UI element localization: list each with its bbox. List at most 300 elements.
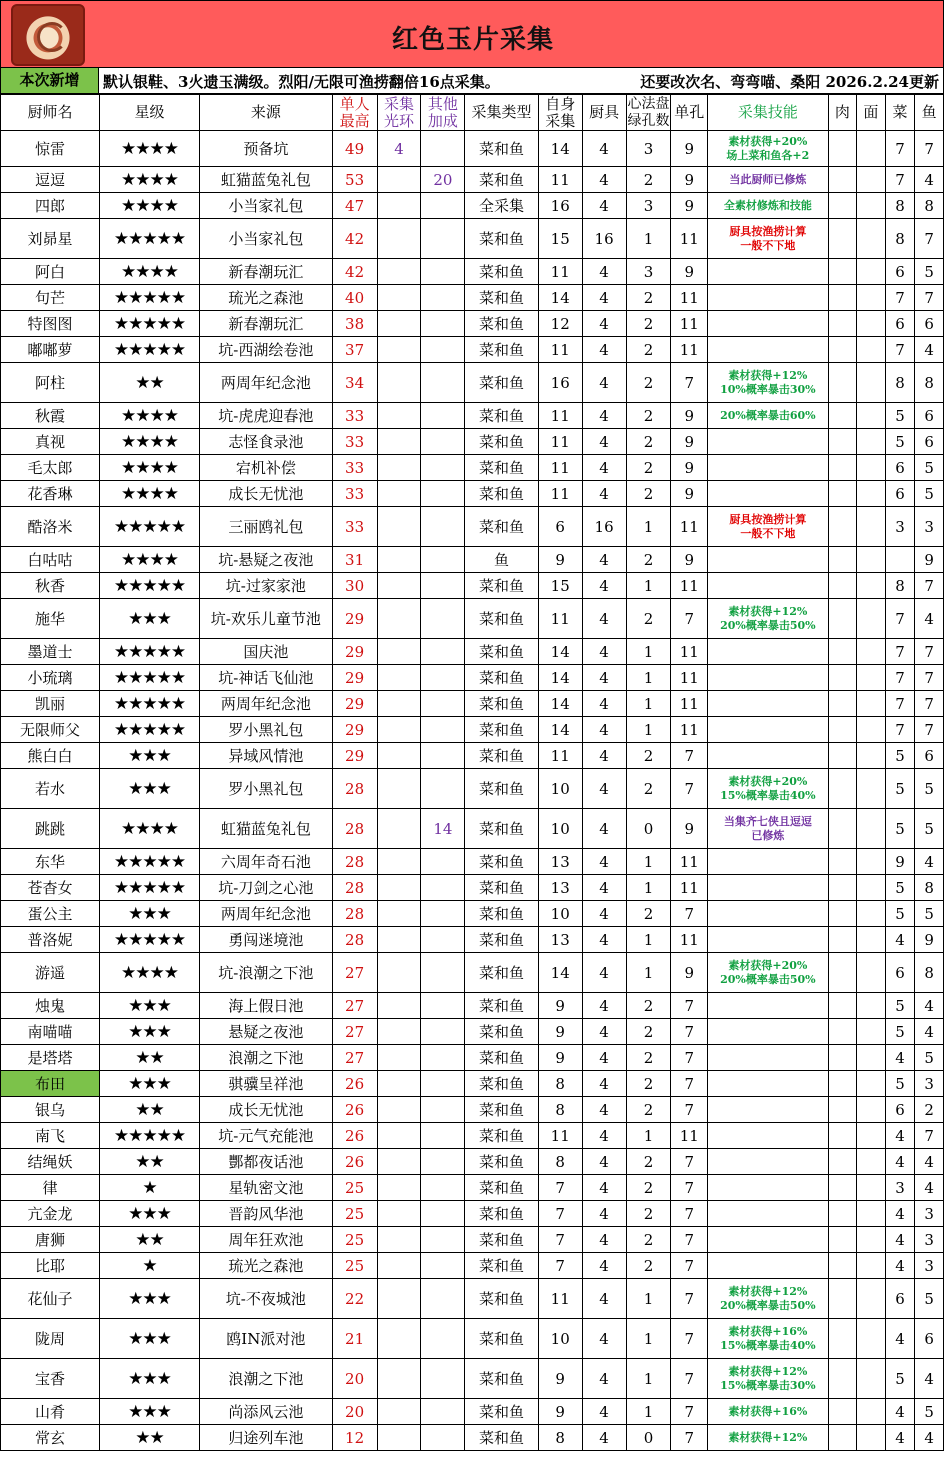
cell-stars: ★★★★★ [99, 573, 199, 599]
cell-fish: 3 [915, 1253, 944, 1279]
cell-single: 7 [671, 599, 708, 639]
cell-skill [708, 691, 828, 717]
cell-skill: 素材获得+12% 20%概率暴击50% [708, 1279, 828, 1319]
cell-aura [377, 1149, 421, 1175]
cell-aura [377, 1201, 421, 1227]
cell-meat [828, 573, 857, 599]
cell-tool: 4 [582, 1319, 626, 1359]
cell-veg: 5 [885, 769, 915, 809]
cell-single: 11 [671, 285, 708, 311]
cell-name: 花香琳 [1, 481, 100, 507]
cell-self: 11 [538, 1279, 582, 1319]
cell-skill [708, 743, 828, 769]
cell-other [421, 259, 465, 285]
header-aura: 采集光环 [377, 95, 421, 131]
cell-type: 菜和鱼 [465, 665, 538, 691]
cell-other [421, 1201, 465, 1227]
cell-max: 29 [332, 599, 377, 639]
cell-noodle [857, 1019, 886, 1045]
cell-green: 2 [626, 743, 671, 769]
cell-self: 13 [538, 875, 582, 901]
cell-max: 29 [332, 639, 377, 665]
cell-type: 菜和鱼 [465, 599, 538, 639]
cell-single: 11 [671, 665, 708, 691]
cell-aura [377, 875, 421, 901]
default-note: 默认银鞋、3火遗玉满级。烈阳/无限可渔捞翻倍16点采集。 [103, 73, 500, 91]
cell-self: 11 [538, 167, 582, 193]
cell-other [421, 1227, 465, 1253]
cell-meat [828, 1279, 857, 1319]
cell-aura [377, 927, 421, 953]
table-row [1, 455, 944, 481]
cell-type: 菜和鱼 [465, 1201, 538, 1227]
cell-skill [708, 639, 828, 665]
cell-single: 11 [671, 849, 708, 875]
cell-tool: 4 [582, 363, 626, 403]
table-row [1, 1201, 944, 1227]
cell-type: 菜和鱼 [465, 337, 538, 363]
table-row [1, 1123, 944, 1149]
cell-aura [377, 769, 421, 809]
cell-aura [377, 403, 421, 429]
cell-source: 新春潮玩汇 [199, 311, 332, 337]
cell-veg: 7 [885, 131, 915, 167]
cell-skill [708, 1019, 828, 1045]
cell-skill [708, 901, 828, 927]
cell-noodle [857, 219, 886, 259]
cell-source: 六周年奇石池 [199, 849, 332, 875]
cell-noodle [857, 691, 886, 717]
cell-aura [377, 809, 421, 849]
cell-noodle [857, 547, 886, 573]
cell-source: 悬疑之夜池 [199, 1019, 332, 1045]
cell-name: 南喵喵 [1, 1019, 100, 1045]
cell-meat [828, 1319, 857, 1359]
cell-green: 1 [626, 1399, 671, 1425]
cell-single: 9 [671, 809, 708, 849]
table-row [1, 1149, 944, 1175]
header-stars: 星级 [99, 95, 199, 131]
cell-other [421, 1399, 465, 1425]
cell-green: 2 [626, 429, 671, 455]
cell-tool: 4 [582, 167, 626, 193]
cell-noodle [857, 1227, 886, 1253]
cell-single: 7 [671, 1279, 708, 1319]
cell-max: 37 [332, 337, 377, 363]
header-source: 来源 [199, 95, 332, 131]
cell-max: 26 [332, 1071, 377, 1097]
cell-single: 11 [671, 337, 708, 363]
cell-tool: 4 [582, 1253, 626, 1279]
cell-stars: ★★★★ [99, 259, 199, 285]
cell-green: 2 [626, 1253, 671, 1279]
cell-max: 25 [332, 1175, 377, 1201]
cell-max: 34 [332, 363, 377, 403]
cell-green: 2 [626, 403, 671, 429]
cell-source: 志怪食录池 [199, 429, 332, 455]
cell-max: 27 [332, 993, 377, 1019]
cell-fish: 7 [915, 717, 944, 743]
cell-meat [828, 665, 857, 691]
cell-max: 42 [332, 219, 377, 259]
cell-veg: 5 [885, 429, 915, 455]
cell-aura [377, 311, 421, 337]
cell-skill: 素材获得+12% 15%概率暴击30% [708, 1359, 828, 1399]
cell-source: 小当家礼包 [199, 193, 332, 219]
table-row [1, 1399, 944, 1425]
cell-green: 2 [626, 1019, 671, 1045]
chef-table [0, 94, 944, 1451]
cell-aura [377, 1279, 421, 1319]
cell-source: 酆都夜话池 [199, 1149, 332, 1175]
cell-fish: 4 [915, 993, 944, 1019]
cell-skill: 素材获得+12% [708, 1425, 828, 1451]
cell-green: 2 [626, 311, 671, 337]
cell-fish: 8 [915, 363, 944, 403]
cell-aura [377, 1227, 421, 1253]
cell-green: 2 [626, 769, 671, 809]
cell-max: 33 [332, 507, 377, 547]
cell-type: 菜和鱼 [465, 769, 538, 809]
cell-source: 异域风情池 [199, 743, 332, 769]
cell-source: 虹猫蓝兔礼包 [199, 809, 332, 849]
cell-type: 菜和鱼 [465, 717, 538, 743]
cell-other [421, 219, 465, 259]
cell-source: 周年狂欢池 [199, 1227, 332, 1253]
cell-veg: 6 [885, 311, 915, 337]
cell-aura [377, 993, 421, 1019]
cell-stars: ★★ [99, 1425, 199, 1451]
cell-veg: 4 [885, 1149, 915, 1175]
cell-skill: 素材获得+20% 20%概率暴击50% [708, 953, 828, 993]
table-row [1, 717, 944, 743]
cell-single: 11 [671, 573, 708, 599]
cell-aura [377, 953, 421, 993]
cell-tool: 4 [582, 665, 626, 691]
cell-self: 6 [538, 507, 582, 547]
cell-fish: 7 [915, 573, 944, 599]
cell-noodle [857, 639, 886, 665]
cell-noodle [857, 1253, 886, 1279]
cell-skill [708, 285, 828, 311]
cell-fish: 5 [915, 1045, 944, 1071]
table-row [1, 285, 944, 311]
cell-source: 预备坑 [199, 131, 332, 167]
cell-veg: 9 [885, 849, 915, 875]
cell-noodle [857, 599, 886, 639]
cell-tool: 4 [582, 311, 626, 337]
cell-veg: 5 [885, 1019, 915, 1045]
cell-self: 11 [538, 403, 582, 429]
cell-type: 菜和鱼 [465, 573, 538, 599]
cell-tool: 4 [582, 403, 626, 429]
cell-type: 菜和鱼 [465, 1149, 538, 1175]
cell-veg: 4 [885, 1045, 915, 1071]
cell-self: 13 [538, 849, 582, 875]
cell-type: 菜和鱼 [465, 259, 538, 285]
cell-veg: 8 [885, 573, 915, 599]
cell-veg: 7 [885, 717, 915, 743]
cell-stars: ★★★ [99, 769, 199, 809]
cell-fish: 6 [915, 743, 944, 769]
cell-aura [377, 1019, 421, 1045]
cell-max: 20 [332, 1399, 377, 1425]
cell-type: 菜和鱼 [465, 1045, 538, 1071]
cell-type: 菜和鱼 [465, 481, 538, 507]
cell-noodle [857, 1279, 886, 1319]
cell-veg: 4 [885, 1399, 915, 1425]
cell-stars: ★★★ [99, 1399, 199, 1425]
cell-self: 9 [538, 547, 582, 573]
cell-self: 11 [538, 337, 582, 363]
cell-aura [377, 639, 421, 665]
cell-other [421, 547, 465, 573]
cell-veg: 7 [885, 639, 915, 665]
cell-max: 33 [332, 481, 377, 507]
cell-source: 骐骥呈祥池 [199, 1071, 332, 1097]
table-row [1, 311, 944, 337]
cell-noodle [857, 573, 886, 599]
cell-name: 唐狮 [1, 1227, 100, 1253]
cell-source: 两周年纪念池 [199, 691, 332, 717]
cell-self: 8 [538, 1097, 582, 1123]
cell-source: 罗小黑礼包 [199, 717, 332, 743]
cell-tool: 4 [582, 717, 626, 743]
cell-type: 菜和鱼 [465, 1399, 538, 1425]
header-row [1, 95, 944, 131]
cell-fish: 3 [915, 507, 944, 547]
cell-stars: ★★★★★ [99, 849, 199, 875]
cell-meat [828, 363, 857, 403]
cell-tool: 4 [582, 1227, 626, 1253]
cell-single: 7 [671, 743, 708, 769]
cell-stars: ★★★★ [99, 953, 199, 993]
cell-meat [828, 927, 857, 953]
cell-skill [708, 573, 828, 599]
cell-single: 7 [671, 1045, 708, 1071]
cell-green: 1 [626, 507, 671, 547]
note-bar [0, 68, 944, 94]
cell-other [421, 953, 465, 993]
cell-noodle [857, 769, 886, 809]
cell-other [421, 285, 465, 311]
cell-fish: 4 [915, 1425, 944, 1451]
cell-veg: 5 [885, 743, 915, 769]
cell-single: 11 [671, 507, 708, 547]
cell-meat [828, 769, 857, 809]
cell-self: 11 [538, 259, 582, 285]
cell-noodle [857, 285, 886, 311]
cell-source: 尚添风云池 [199, 1399, 332, 1425]
cell-type: 菜和鱼 [465, 1123, 538, 1149]
cell-type: 菜和鱼 [465, 1253, 538, 1279]
cell-stars: ★★ [99, 1149, 199, 1175]
cell-max: 53 [332, 167, 377, 193]
cell-max: 33 [332, 403, 377, 429]
cell-noodle [857, 875, 886, 901]
cell-stars: ★★★ [99, 1201, 199, 1227]
cell-single: 11 [671, 691, 708, 717]
cell-name: 施华 [1, 599, 100, 639]
cell-type: 菜和鱼 [465, 1175, 538, 1201]
cell-single: 9 [671, 193, 708, 219]
cell-meat [828, 403, 857, 429]
cell-single: 7 [671, 1019, 708, 1045]
cell-single: 7 [671, 1425, 708, 1451]
cell-self: 7 [538, 1175, 582, 1201]
cell-aura [377, 259, 421, 285]
cell-meat [828, 193, 857, 219]
cell-fish: 8 [915, 953, 944, 993]
cell-name: 句芒 [1, 285, 100, 311]
cell-type: 菜和鱼 [465, 363, 538, 403]
cell-aura [377, 691, 421, 717]
cell-self: 10 [538, 901, 582, 927]
cell-veg: 4 [885, 1123, 915, 1149]
cell-veg: 5 [885, 1359, 915, 1399]
cell-skill [708, 1175, 828, 1201]
cell-veg: 3 [885, 507, 915, 547]
cell-meat [828, 1399, 857, 1425]
cell-green: 1 [626, 1123, 671, 1149]
cell-meat [828, 1201, 857, 1227]
cell-max: 30 [332, 573, 377, 599]
cell-fish: 5 [915, 259, 944, 285]
header-green: 心法盘绿孔数 [627, 95, 670, 129]
cell-skill: 素材获得+20% 15%概率暴击40% [708, 769, 828, 809]
cell-type: 菜和鱼 [465, 1279, 538, 1319]
cell-name: 真视 [1, 429, 100, 455]
cell-other [421, 193, 465, 219]
cell-name: 逗逗 [1, 167, 100, 193]
cell-noodle [857, 1071, 886, 1097]
cell-veg: 4 [885, 1253, 915, 1279]
cell-skill [708, 337, 828, 363]
cell-self: 8 [538, 1425, 582, 1451]
cell-meat [828, 1097, 857, 1123]
table-row [1, 403, 944, 429]
cell-max: 31 [332, 547, 377, 573]
cell-source: 晋韵风华池 [199, 1201, 332, 1227]
cell-green: 2 [626, 1097, 671, 1123]
cell-other [421, 1279, 465, 1319]
cell-name: 是塔塔 [1, 1045, 100, 1071]
cell-self: 14 [538, 717, 582, 743]
cell-meat [828, 809, 857, 849]
cell-noodle [857, 167, 886, 193]
cell-max: 27 [332, 1045, 377, 1071]
cell-stars: ★★★ [99, 1319, 199, 1359]
cell-tool: 4 [582, 285, 626, 311]
cell-aura [377, 1359, 421, 1399]
cell-tool: 4 [582, 875, 626, 901]
cell-green: 2 [626, 599, 671, 639]
cell-tool: 4 [582, 809, 626, 849]
cell-noodle [857, 363, 886, 403]
cell-source: 两周年纪念池 [199, 363, 332, 403]
cell-tool: 4 [582, 691, 626, 717]
cell-skill [708, 993, 828, 1019]
cell-other [421, 507, 465, 547]
cell-tool: 4 [582, 1149, 626, 1175]
cell-self: 14 [538, 285, 582, 311]
table-row [1, 337, 944, 363]
cell-veg: 5 [885, 809, 915, 849]
cell-other [421, 131, 465, 167]
cell-max: 26 [332, 1123, 377, 1149]
cell-veg [885, 547, 915, 573]
cell-name: 普洛妮 [1, 927, 100, 953]
cell-source: 坑-刀剑之心池 [199, 875, 332, 901]
cell-stars: ★★★ [99, 1019, 199, 1045]
cell-meat [828, 429, 857, 455]
cell-skill [708, 259, 828, 285]
cell-single: 11 [671, 639, 708, 665]
cell-single: 9 [671, 455, 708, 481]
cell-green: 1 [626, 953, 671, 993]
cell-noodle [857, 993, 886, 1019]
cell-noodle [857, 131, 886, 167]
cell-max: 33 [332, 429, 377, 455]
cell-tool: 4 [582, 1097, 626, 1123]
cell-green: 1 [626, 717, 671, 743]
cell-meat [828, 285, 857, 311]
cell-max: 29 [332, 743, 377, 769]
cell-skill: 20%概率暴击60% [708, 403, 828, 429]
cell-meat [828, 1045, 857, 1071]
cell-stars: ★★★ [99, 993, 199, 1019]
table-row [1, 599, 944, 639]
cell-veg: 7 [885, 599, 915, 639]
cell-green: 0 [626, 809, 671, 849]
cell-tool: 4 [582, 993, 626, 1019]
cell-stars: ★★ [99, 363, 199, 403]
cell-fish: 7 [915, 1123, 944, 1149]
cell-fish: 6 [915, 429, 944, 455]
table-row [1, 849, 944, 875]
cell-name: 小琉璃 [1, 665, 100, 691]
cell-aura [377, 849, 421, 875]
cell-veg: 4 [885, 1425, 915, 1451]
cell-stars: ★★★★★ [99, 1123, 199, 1149]
cell-single: 9 [671, 429, 708, 455]
cell-noodle [857, 507, 886, 547]
cell-tool: 4 [582, 953, 626, 993]
cell-self: 14 [538, 691, 582, 717]
cell-single: 7 [671, 769, 708, 809]
cell-name: 四郎 [1, 193, 100, 219]
header-meat: 肉 [828, 95, 857, 131]
cell-self: 11 [538, 481, 582, 507]
cell-meat [828, 875, 857, 901]
cell-stars: ★★★ [99, 1359, 199, 1399]
cell-meat [828, 547, 857, 573]
cell-max: 47 [332, 193, 377, 219]
cell-self: 16 [538, 363, 582, 403]
cell-stars: ★★ [99, 1097, 199, 1123]
cell-stars: ★★★★ [99, 429, 199, 455]
cell-skill [708, 1071, 828, 1097]
cell-fish: 5 [915, 1399, 944, 1425]
cell-single: 7 [671, 1071, 708, 1097]
cell-noodle [857, 455, 886, 481]
cell-green: 2 [626, 455, 671, 481]
cell-green: 2 [626, 285, 671, 311]
cell-max: 27 [332, 953, 377, 993]
cell-noodle [857, 1359, 886, 1399]
cell-noodle [857, 1149, 886, 1175]
cell-green: 2 [626, 481, 671, 507]
